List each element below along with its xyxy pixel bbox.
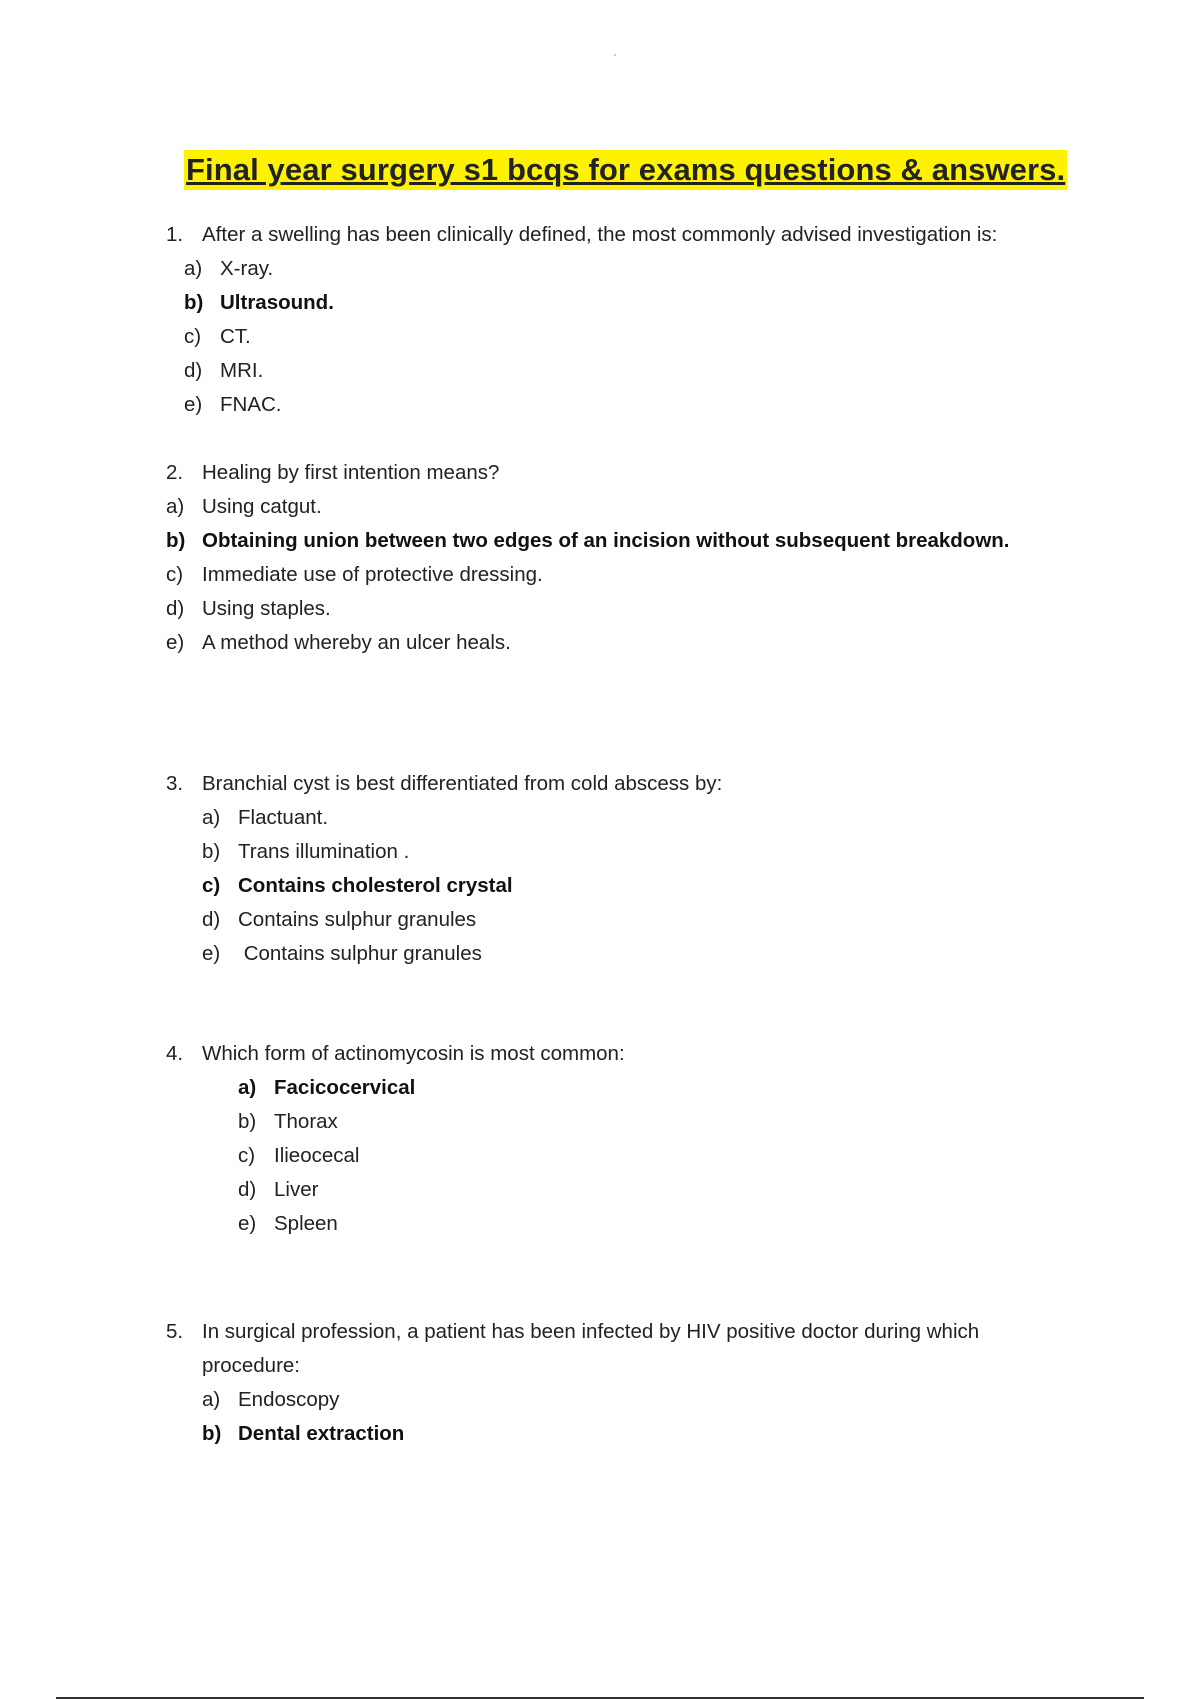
- option-1d: d) MRI.: [184, 359, 264, 382]
- option-2c: c) Immediate use of protective dressing.: [166, 563, 543, 586]
- question-number: 4.: [166, 1042, 184, 1065]
- question-number: 1.: [166, 223, 184, 246]
- option-5b-answer: b) Dental extraction: [202, 1422, 405, 1445]
- option-5a: a) Endoscopy: [202, 1388, 340, 1411]
- question-4: [166, 1040, 625, 1068]
- option-4e: e) Spleen: [238, 1212, 338, 1235]
- option-3e: e) Contains sulphur granules: [202, 942, 482, 965]
- page-bottom-rule: [56, 1697, 1144, 1699]
- question-text: In surgical profession, a patient has been infected by HIV positive doctor during which: [202, 1320, 980, 1343]
- question-number: 5.: [166, 1320, 184, 1343]
- question-text: After a swelling has been clinically defined, the most commonly advised investigation is:: [202, 223, 998, 246]
- option-1b-answer: b) Ultrasound.: [184, 291, 334, 314]
- page-title: Final year surgery s1 bcqs for exams questions & answers.: [184, 150, 1067, 190]
- option-3d: d) Contains sulphur granules: [202, 908, 477, 931]
- option-4c: c) Ilieocecal: [238, 1144, 360, 1167]
- option-4a-answer: a) Facicocervical: [238, 1076, 416, 1099]
- option-1e: e) FNAC.: [184, 393, 282, 416]
- option-2a: a) Using catgut.: [166, 495, 322, 518]
- question-number: 3.: [166, 772, 184, 795]
- option-3a: a) Flactuant.: [202, 806, 329, 829]
- option-3b: b) Trans illumination .: [202, 840, 410, 863]
- option-2e: e) A method whereby an ulcer heals.: [166, 631, 511, 654]
- question-1: [166, 221, 997, 249]
- option-4b: b) Thorax: [238, 1110, 338, 1133]
- scan-speck: [614, 54, 616, 56]
- question-text: Which form of actinomycosin is most common:: [202, 1042, 625, 1065]
- question-3: [166, 770, 722, 798]
- question-text: Branchial cyst is best differentiated from cold abscess by:: [202, 772, 723, 795]
- option-4d: d) Liver: [238, 1178, 319, 1201]
- option-2d: d) Using staples.: [166, 597, 331, 620]
- option-3c-answer: c) Contains cholesterol crystal: [202, 874, 513, 897]
- question-2: [166, 459, 499, 487]
- option-1a: a) X-ray.: [184, 257, 274, 280]
- question-number: 2.: [166, 461, 184, 484]
- option-1c: c) CT.: [184, 325, 251, 348]
- question-5: [166, 1318, 979, 1346]
- question-5-continuation: procedure:: [202, 1354, 301, 1377]
- option-2b-answer: b) Obtaining union between two edges of an incision without subsequent breakdown.: [166, 529, 1010, 552]
- question-text: Healing by first intention means?: [202, 461, 500, 484]
